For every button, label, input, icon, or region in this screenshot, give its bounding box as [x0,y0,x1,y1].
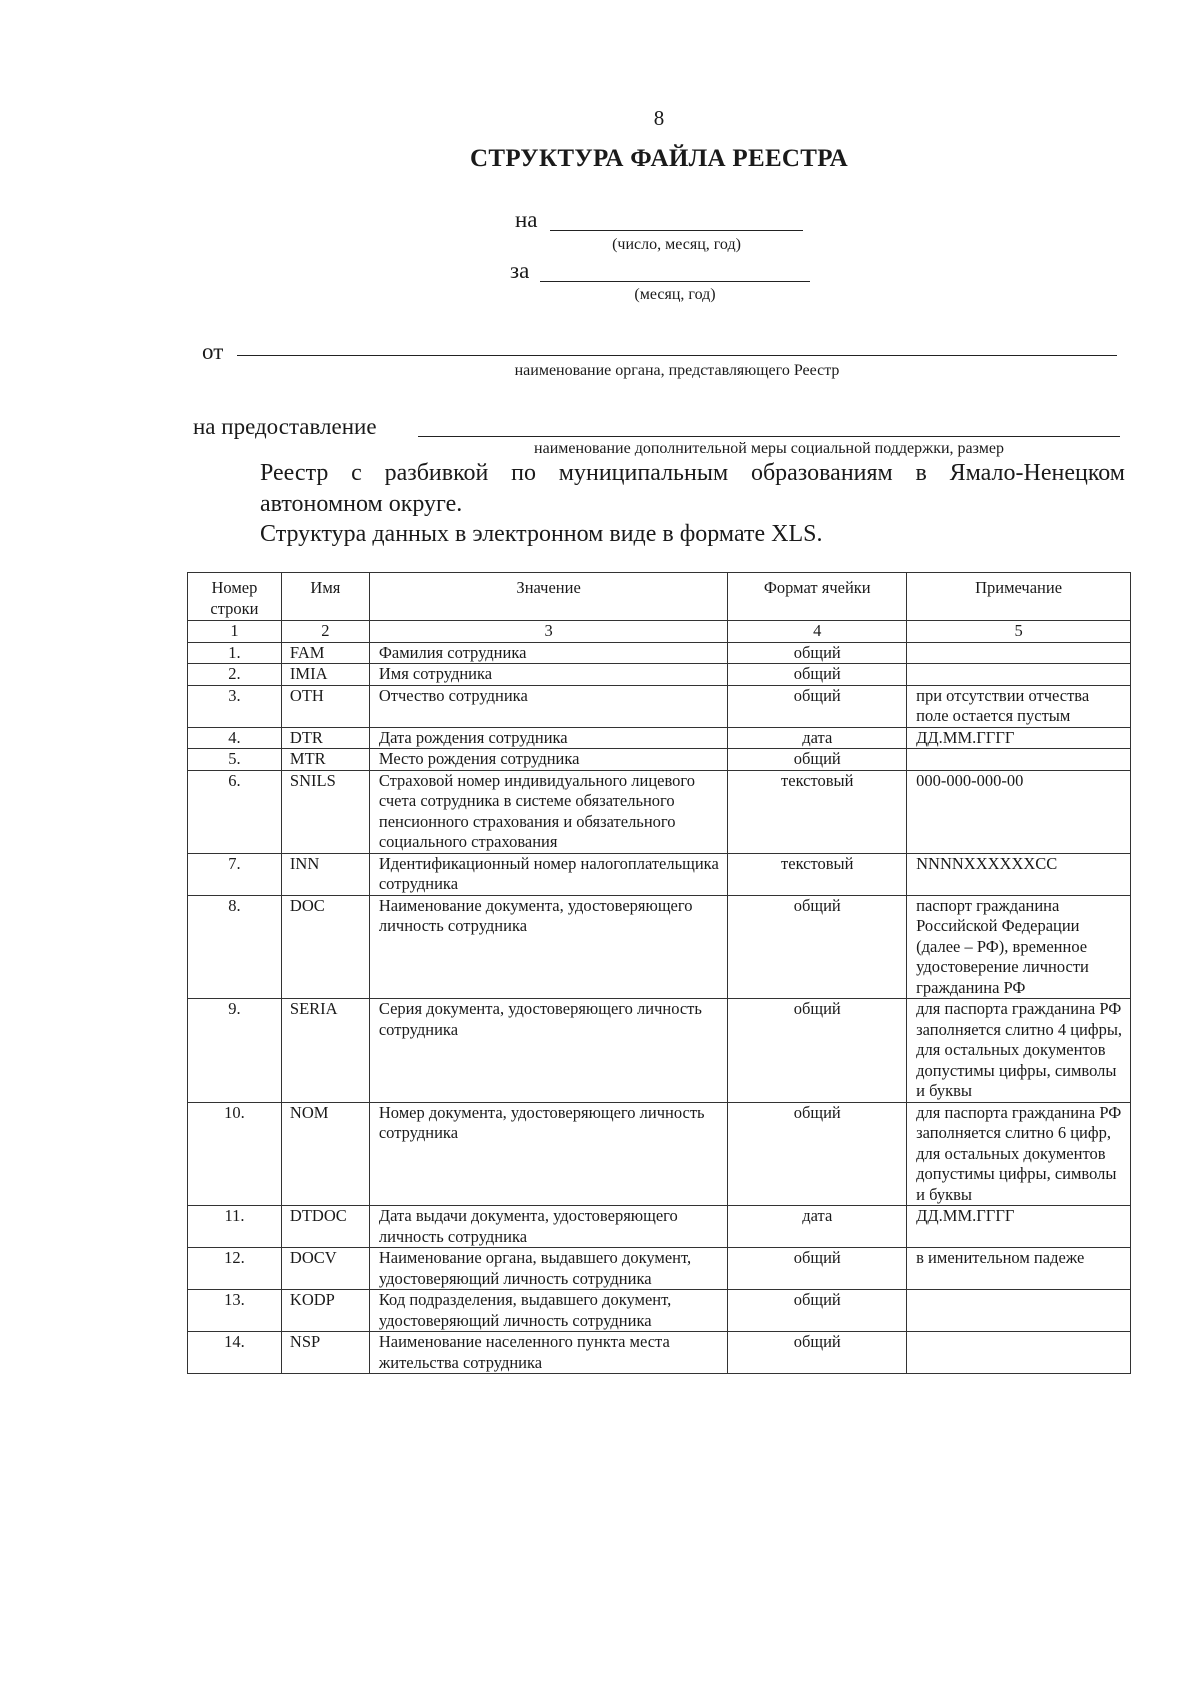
provision-label: на предоставление [193,414,377,439]
note-cell: при отсутствии отчества поле остается пустым [907,685,1131,727]
field-value-cell: Фамилия сотрудника [369,642,728,664]
cell-format-cell: общий [728,685,907,727]
note-cell: NNNNXXXXXXCC [907,853,1131,895]
header-value: Значение [369,573,728,621]
table-row [188,685,1131,727]
table-row [188,664,1131,686]
note-cell [907,749,1131,771]
note-cell: 000-000-000-00 [907,770,1131,853]
field-value-cell: Имя сотрудника [369,664,728,686]
field-name-cell: DOC [281,895,369,999]
table-header-row [188,573,1131,621]
field-value-cell: Наименование населенного пункта места жительства сотрудника [369,1332,728,1374]
page-number: 8 [653,106,665,130]
field-name-cell: IMIA [281,664,369,686]
on-date-line [550,230,803,231]
row-number-cell: 4. [188,727,282,749]
row-number-cell: 8. [188,895,282,999]
cell-format-cell: общий [728,1102,907,1206]
column-number: 1 [188,621,282,643]
note-cell: для паспорта гражданина РФ заполняется слитно 6 цифр, для остальных документов допустимы цифры, символы и буквы [907,1102,1131,1206]
table-row [188,770,1131,853]
field-value-cell: Дата выдачи документа, удостоверяющего личность сотрудника [369,1206,728,1248]
registry-paragraph: Реестр с разбивкой по муниципальным образованиям в Ямало-Ненецком автономном округе. [260,460,1125,517]
cell-format-cell: общий [728,1248,907,1290]
field-name-cell: FAM [281,642,369,664]
cell-format-cell: общий [728,749,907,771]
field-name-cell: DOCV [281,1248,369,1290]
on-date-caption: (число, месяц, год) [612,236,741,253]
cell-format-cell: общий [728,895,907,999]
provision-line [418,436,1120,437]
table-row [188,999,1131,1103]
note-cell: ДД.ММ.ГГГГ [907,727,1131,749]
field-name-cell: NOM [281,1102,369,1206]
table-row [188,749,1131,771]
period-label: за [510,258,530,283]
table-row [188,1290,1131,1332]
column-number: 4 [728,621,907,643]
note-cell [907,642,1131,664]
table-row [188,1206,1131,1248]
field-value-cell: Отчество сотрудника [369,685,728,727]
column-number: 3 [369,621,728,643]
row-number-cell: 10. [188,1102,282,1206]
from-label: от [202,339,224,364]
field-name-cell: DTR [281,727,369,749]
note-cell: ДД.ММ.ГГГГ [907,1206,1131,1248]
cell-format-cell: текстовый [728,770,907,853]
table-row [188,1248,1131,1290]
registry-structure-table [187,572,1131,1374]
cell-format-cell: общий [728,999,907,1103]
cell-format-cell: дата [728,1206,907,1248]
header-name: Имя [281,573,369,621]
field-value-cell: Серия документа, удостоверяющего личность сотрудника [369,999,728,1103]
field-value-cell: Дата рождения сотрудника [369,727,728,749]
cell-format-cell: общий [728,642,907,664]
row-number-cell: 2. [188,664,282,686]
field-value-cell: Наименование органа, выдавшего документ, удостоверяющий личность сотрудника [369,1248,728,1290]
column-number: 2 [281,621,369,643]
row-number-cell: 13. [188,1290,282,1332]
field-name-cell: OTH [281,685,369,727]
field-value-cell: Код подразделения, выдавшего документ, удостоверяющий личность сотрудника [369,1290,728,1332]
field-name-cell: SNILS [281,770,369,853]
table-row [188,853,1131,895]
note-cell [907,1290,1131,1332]
row-number-cell: 7. [188,853,282,895]
field-value-cell: Место рождения сотрудника [369,749,728,771]
table-row [188,895,1131,999]
on-date-label: на [515,207,538,232]
header-format: Формат ячейки [728,573,907,621]
from-caption: наименование органа, представляющего Реестр [514,362,840,379]
field-value-cell: Номер документа, удостоверяющего личность сотрудника [369,1102,728,1206]
column-number-row [188,621,1131,643]
cell-format-cell: общий [728,1290,907,1332]
note-cell: паспорт гражданина Российской Федерации (далее – РФ), временное удостоверение личности гражданина РФ [907,895,1131,999]
period-caption: (месяц, год) [634,286,716,303]
cell-format-cell: дата [728,727,907,749]
row-number-cell: 3. [188,685,282,727]
note-cell: для паспорта гражданина РФ заполняется слитно 4 цифры, для остальных документов допустимы цифры, символы и буквы [907,999,1131,1103]
field-value-cell: Наименование документа, удостоверяющего личность сотрудника [369,895,728,999]
structure-paragraph: Структура данных в электронном виде в формате XLS. [260,521,823,547]
column-number: 5 [907,621,1131,643]
field-value-cell: Страховой номер индивидуального лицевого счета сотрудника в системе обязательного пенсионного страхования и обязательного социального страхования [369,770,728,853]
row-number-cell: 6. [188,770,282,853]
field-name-cell: INN [281,853,369,895]
document-title: СТРУКТУРА ФАЙЛА РЕЕСТРА [470,145,848,172]
from-line [237,355,1117,356]
field-name-cell: MTR [281,749,369,771]
row-number-cell: 14. [188,1332,282,1374]
cell-format-cell: общий [728,664,907,686]
field-name-cell: DTDOC [281,1206,369,1248]
row-number-cell: 12. [188,1248,282,1290]
note-cell [907,664,1131,686]
header-row-number: Номер строки [188,573,282,621]
period-line [540,281,810,282]
field-name-cell: SERIA [281,999,369,1103]
note-cell [907,1332,1131,1374]
row-number-cell: 1. [188,642,282,664]
field-name-cell: NSP [281,1332,369,1374]
note-cell: в именительном падеже [907,1248,1131,1290]
row-number-cell: 5. [188,749,282,771]
cell-format-cell: общий [728,1332,907,1374]
cell-format-cell: текстовый [728,853,907,895]
table-row [188,642,1131,664]
row-number-cell: 9. [188,999,282,1103]
field-name-cell: KODP [281,1290,369,1332]
table-row [188,1332,1131,1374]
header-note: Примечание [907,573,1131,621]
field-value-cell: Идентификационный номер налогоплательщика сотрудника [369,853,728,895]
table-row [188,727,1131,749]
provision-caption: наименование дополнительной меры социальной поддержки, размер [534,440,1004,457]
row-number-cell: 11. [188,1206,282,1248]
table-row [188,1102,1131,1206]
